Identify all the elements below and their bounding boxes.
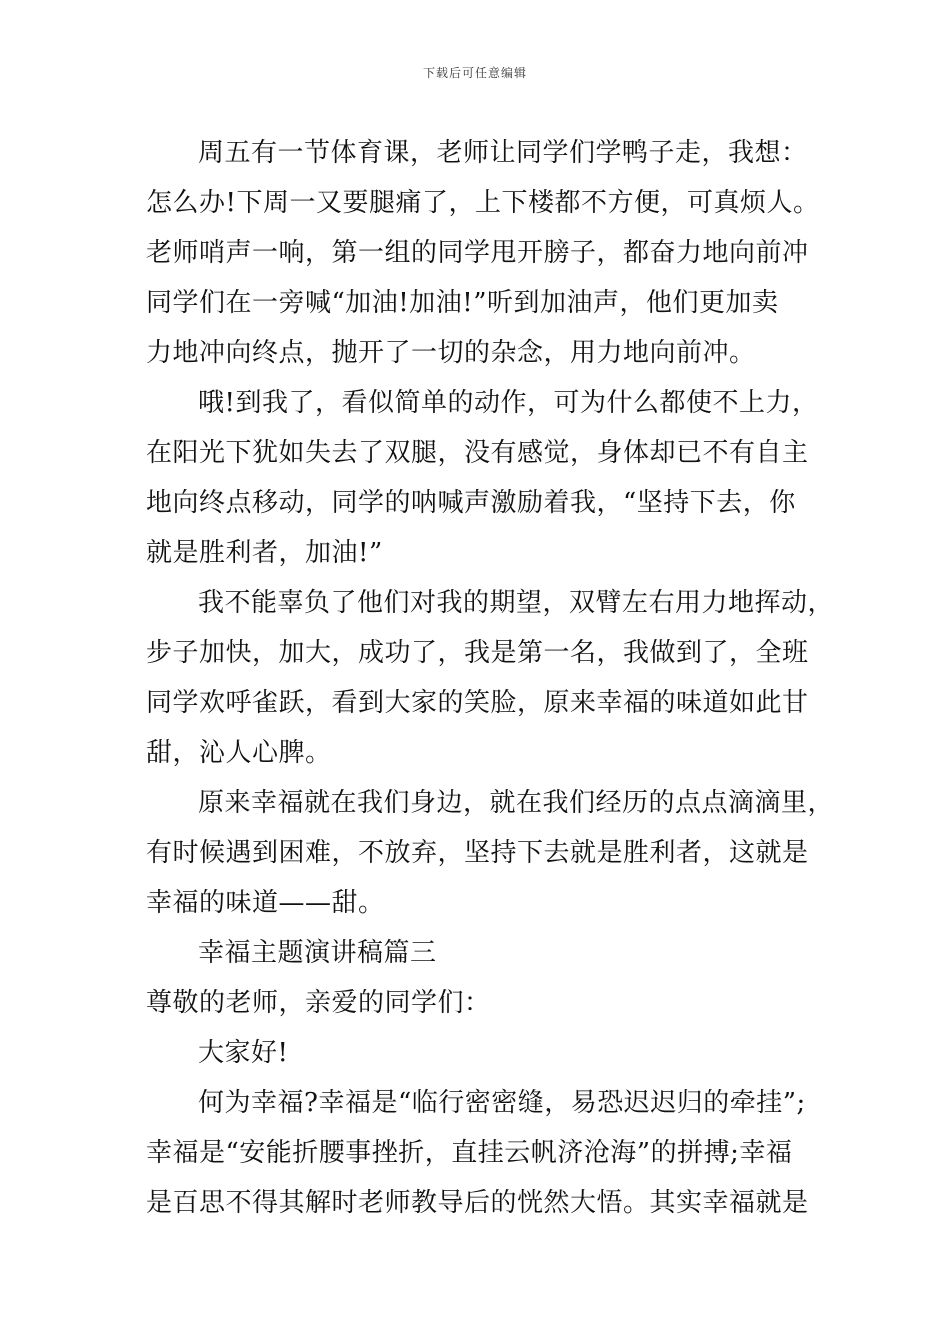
text-line: 周五有一节体育课，老师让同学们学鸭子走，我想： (198, 138, 808, 168)
page-header: 下载后可任意编辑 (422, 66, 527, 80)
text-line: 哦!到我了，看似简单的动作，可为什么都使不上力， (198, 388, 819, 418)
text-line: 同学们在一旁喊“加油!加油!”听到加油声，他们更加卖 (146, 288, 779, 318)
text-line: 力地冲向终点，抛开了一切的杂念，用力地向前冲。 (146, 338, 756, 368)
text-line: 甜，沁人心脾。 (146, 738, 332, 768)
text-line: 我不能辜负了他们对我的期望，双臂左右用力地挥动， (198, 588, 835, 618)
greeting: 大家好! (198, 1038, 289, 1068)
document-body (146, 128, 835, 1228)
text-line: 同学欢呼雀跃，看到大家的笑脸，原来幸福的味道如此甘 (146, 688, 809, 718)
text-line: 就是胜利者，加油!” (146, 538, 383, 568)
text-line: 是百思不得其解时老师教导后的恍然大悟。其实幸福就是 (146, 1188, 809, 1218)
text-line: 步子加快，加大，成功了，我是第一名，我做到了，全班 (146, 638, 809, 668)
section-title: 幸福主题演讲稿篇三 (198, 938, 437, 968)
text-line: 幸福是“安能折腰事挫折，直挂云帆济沧海”的拼搏;幸福 (146, 1138, 793, 1168)
text-line: 老师哨声一响，第一组的同学甩开膀子，都奋力地向前冲 (146, 238, 809, 268)
text-line: 在阳光下犹如失去了双腿，没有感觉，身体却已不有自主 (146, 438, 809, 468)
text-line: 地向终点移动，同学的呐喊声激励着我，“坚持下去，你 (146, 488, 796, 518)
text-line: 原来幸福就在我们身边，就在我们经历的点点滴滴里， (198, 788, 835, 818)
text-line: 幸福的味道——甜。 (146, 888, 385, 918)
text-line: 何为幸福?幸福是“临行密密缝，易恐迟迟归的牵挂”; (198, 1088, 806, 1118)
text-line: 怎么办!下周一又要腿痛了，上下楼都不方便，可真烦人。 (146, 188, 820, 218)
salutation: 尊敬的老师，亲爱的同学们： (146, 988, 491, 1018)
text-line: 有时候遇到困难，不放弃，坚持下去就是胜利者，这就是 (146, 838, 809, 868)
